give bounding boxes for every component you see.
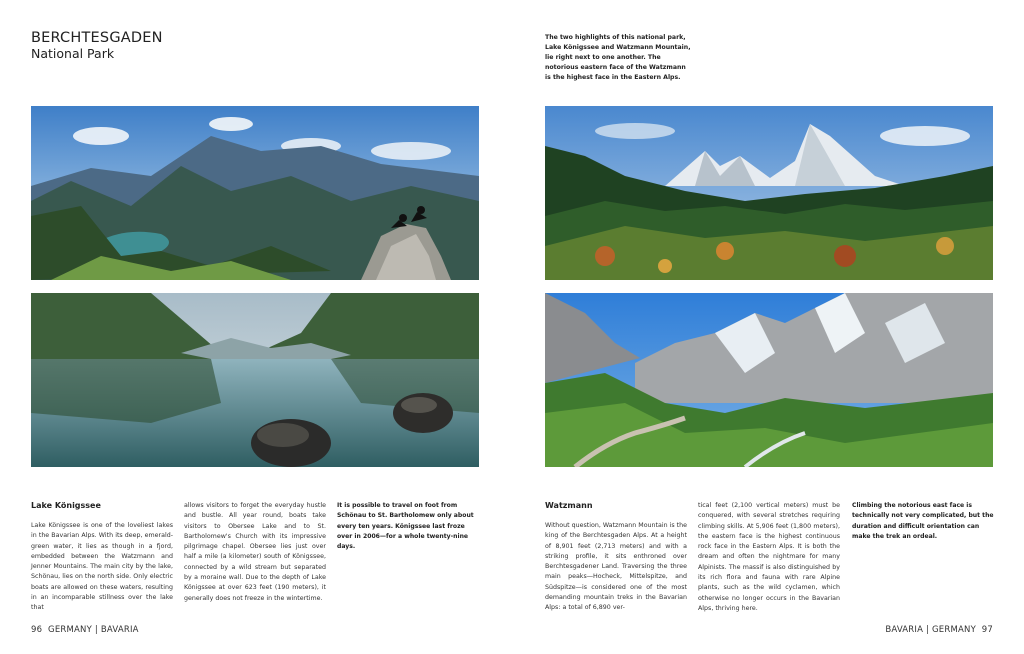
page-subtitle: National Park bbox=[31, 46, 115, 61]
body-koenigssee-col1: Lake Königssee is one of the loveliest lakes in the Bavarian Alps. With its deep, emerald-green water, it lies as though in a fjord, embedded between the Watzmann and Jenner Mountains. The main city by the lake, Schönau, lies on the north side. Only electric boats are allowed on these waters, resulting in an incomparable stillness over the lake that bbox=[31, 522, 173, 612]
section-heading-koenigssee: Lake Königssee bbox=[31, 501, 101, 510]
photo-koenigssee-panorama bbox=[31, 106, 479, 280]
page-number-right: 97 bbox=[981, 625, 993, 635]
folio-right bbox=[885, 625, 993, 635]
intro-text: The two highlights of this national park, Lake Königssee and Watzmann Mountain, lie right next to one another. The notorious eastern face of the Watzmann is the highest face in the Eastern Alps. bbox=[545, 34, 691, 81]
caption-watzmann: Climbing the notorious east face is technically not very complicated, but the duration and difficult orientation can make the trek an ordeal. bbox=[852, 502, 994, 540]
body-watzmann-col2: tical feet (2,100 vertical meters) must be conquered, with several stretches requiring climbing skills. At 5,906 feet (1,800 meters), the eastern face is the highest continuous rock face in the Eastern Alps. It is both the dream and often the nightmare for many Alpinists. The massif is also distinguished by its rich flora and fauna with rare Alpine plants, such as the wild cyclamen, which otherwise no longer occurs in the Bavarian Alps, thriving here. bbox=[698, 502, 840, 612]
photo-alpine-valley bbox=[545, 293, 993, 467]
running-head-left: GERMANY | BAVARIA bbox=[48, 625, 139, 635]
caption-koenigssee: It is possible to travel on foot from Schönau to St. Bartholomew only about every ten years. Königssee last froze over in 2006—for a whole twenty-nine days. bbox=[337, 502, 474, 551]
body-koenigssee-col2: allows visitors to forget the everyday hustle and bustle. All year round, boats take visitors to Obersee Lake and to St. Bartholomew's Church with its impressive pilgrimage chapel. Obersee lies just over half a mile (a kilometer) south of Königssee, connected by a wild stream but separated by a moraine wall. Due to the depth of Lake Königssee at over 623 feet (190 meters), it generally does not freeze in the wintertime. bbox=[184, 502, 326, 602]
folio-left bbox=[31, 625, 139, 635]
photo-watzmann-peaks bbox=[545, 106, 993, 280]
body-watzmann-col1: Without question, Watzmann Mountain is the king of the Berchtesgaden Alps. At a height of 8,901 feet (2,713 meters) and with a striking profile, it sits enthroned over Berchtesgadener Land. Traversing the three main peaks—Hocheck, Mittelspitze, and Südspitze—is considered one of the most demanding mountain treks in the Bavarian Alps: a total of 6,890 ver- bbox=[545, 522, 687, 612]
photo-koenigssee-reflection bbox=[31, 293, 479, 467]
page-title: BERCHTESGADEN bbox=[31, 30, 163, 46]
page-number-left: 96 bbox=[31, 625, 43, 635]
section-heading-watzmann: Watzmann bbox=[545, 501, 593, 510]
running-head-right: BAVARIA | GERMANY bbox=[885, 625, 976, 635]
